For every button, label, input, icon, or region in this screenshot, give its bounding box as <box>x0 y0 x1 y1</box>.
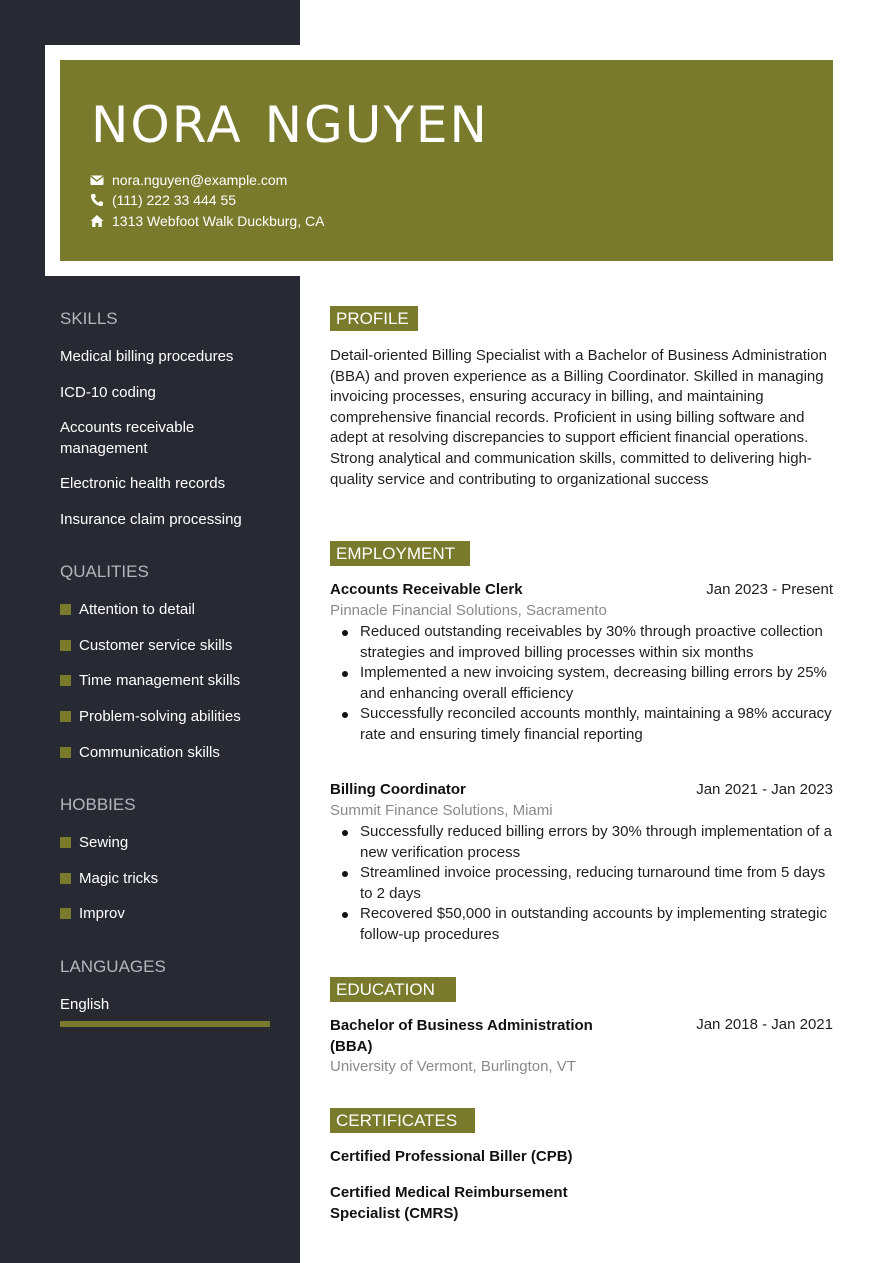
skill-item: Medical billing procedures <box>60 348 234 365</box>
contact-email <box>90 171 287 189</box>
address-text: 1313 Webfoot Walk Duckburg, CA <box>112 213 325 229</box>
job-title: Billing Coordinator <box>330 781 466 798</box>
hobby-item <box>60 832 128 853</box>
candidate-name: NORA NGUYEN <box>91 96 489 154</box>
skill-item: Insurance claim processing <box>60 511 242 528</box>
list-item: Successfully reconciled accounts monthly, maintaining a 98% accuracy rate and ensuring timely financial reporting <box>330 704 835 745</box>
square-bullet-icon <box>60 873 71 884</box>
quality-label: Attention to detail <box>79 601 195 618</box>
contact-phone <box>90 191 236 209</box>
quality-label: Time management skills <box>79 672 241 689</box>
quality-label: Customer service skills <box>79 637 233 654</box>
skill-item: Accounts receivable management <box>60 419 195 457</box>
certificate-item: Certified Professional Biller (CPB) <box>330 1148 573 1165</box>
job-dates: Jan 2021 - Jan 2023 <box>696 781 833 798</box>
hobby-label: Improv <box>79 905 125 922</box>
languages-heading: LANGUAGES <box>60 957 166 976</box>
list-item: Successfully reduced billing errors by 30% through implementation of a new verification process <box>330 822 835 863</box>
hobbies-heading: HOBBIES <box>60 795 136 814</box>
quality-item <box>60 706 241 727</box>
home-icon <box>90 214 104 228</box>
contact-address <box>90 212 324 230</box>
hobby-label: Sewing <box>79 834 129 851</box>
job-bullets <box>330 622 835 746</box>
square-bullet-icon <box>60 908 71 919</box>
list-item: Recovered $50,000 in outstanding accounts by implementing strategic follow-up procedures <box>330 904 835 945</box>
education-dates: Jan 2018 - Jan 2021 <box>696 1016 833 1033</box>
list-item: Implemented a new invoicing system, decreasing billing errors by 25% and enhancing overall efficiency <box>330 663 835 704</box>
square-bullet-icon <box>60 837 71 848</box>
job-company: Summit Finance Solutions, Miami <box>330 802 553 819</box>
quality-item <box>60 635 232 656</box>
phone-text: (111) 222 33 444 55 <box>112 192 237 208</box>
square-bullet-icon <box>60 604 71 615</box>
education-heading: EDUCATION <box>330 977 456 1002</box>
profile-heading: PROFILE <box>330 306 418 331</box>
certificate-item: Certified Medical Reimbursement Specialist (CMRS) <box>330 1184 568 1222</box>
quality-item <box>60 599 195 620</box>
square-bullet-icon <box>60 747 71 758</box>
profile-summary: Detail-oriented Billing Specialist with a Bachelor of Business Administration (BBA) and proven experience as a Billing Coordinator. Skilled in managing invoicing processes, ensuring accuracy in billing, and maintaining comprehensive financial records. Proficient in using billing software and adept at resolving discrepancies to support efficient financial operations. Strong analytical and communication skills, committed to delivering high-quality service and contributing to organizational success <box>330 347 827 488</box>
square-bullet-icon <box>60 640 71 651</box>
degree-title: Bachelor of Business Administration (BBA) <box>330 1017 593 1055</box>
hobby-item <box>60 903 125 924</box>
quality-item <box>60 742 220 763</box>
job-dates: Jan 2023 - Present <box>706 581 833 598</box>
skill-item: Electronic health records <box>60 475 226 492</box>
quality-label: Communication skills <box>79 744 220 761</box>
envelope-icon <box>90 173 104 187</box>
language-name: English <box>60 996 110 1013</box>
list-item: Reduced outstanding receivables by 30% through proactive collection strategies and improved billing processes within six months <box>330 622 835 663</box>
header-banner <box>60 60 833 261</box>
hobby-item <box>60 868 158 889</box>
job-title: Accounts Receivable Clerk <box>330 581 523 598</box>
hobby-label: Magic tricks <box>79 870 159 887</box>
job-company: Pinnacle Financial Solutions, Sacramento <box>330 602 607 619</box>
phone-icon <box>90 193 104 207</box>
quality-item <box>60 670 240 691</box>
skill-item: ICD-10 coding <box>60 384 156 401</box>
square-bullet-icon <box>60 675 71 686</box>
quality-label: Problem-solving abilities <box>79 708 241 725</box>
language-level-bar <box>60 1021 270 1027</box>
employment-heading: EMPLOYMENT <box>330 541 470 566</box>
certificates-heading: CERTIFICATES <box>330 1108 475 1133</box>
school-name: University of Vermont, Burlington, VT <box>330 1058 576 1075</box>
square-bullet-icon <box>60 711 71 722</box>
qualities-heading: QUALITIES <box>60 562 149 581</box>
list-item: Streamlined invoice processing, reducing turnaround time from 5 days to 2 days <box>330 863 835 904</box>
job-bullets <box>330 822 835 946</box>
email-text: nora.nguyen@example.com <box>112 172 288 188</box>
skills-heading: SKILLS <box>60 309 118 328</box>
